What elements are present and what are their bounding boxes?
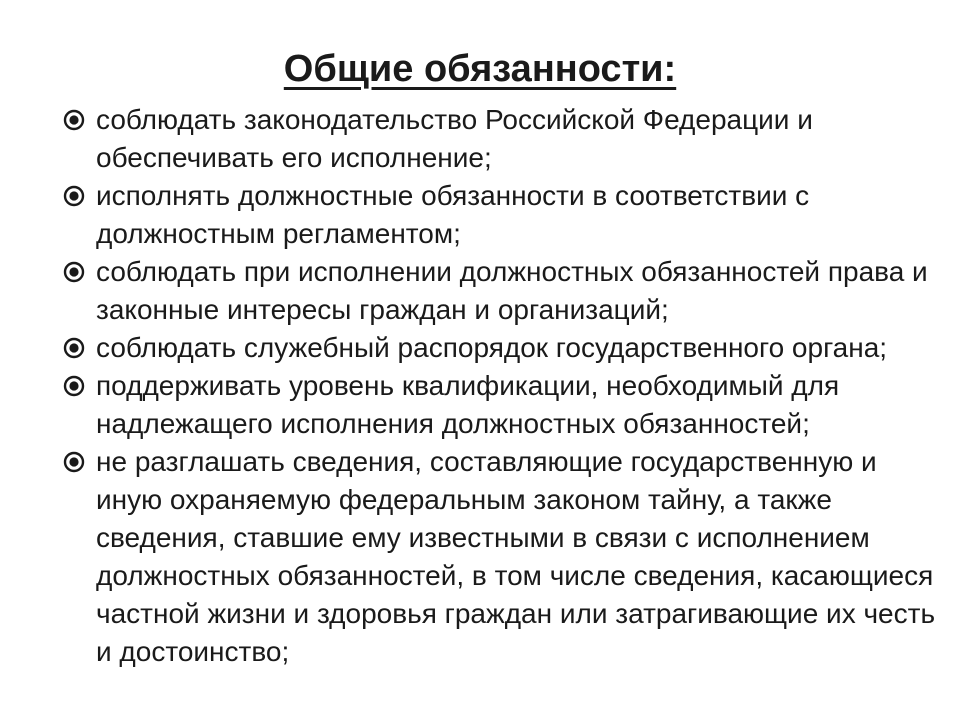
circled-dot-bullet-icon bbox=[63, 451, 85, 473]
list-item bbox=[60, 253, 940, 329]
circled-dot-bullet-icon bbox=[63, 375, 85, 397]
duties-list bbox=[60, 101, 940, 671]
slide-title bbox=[0, 40, 960, 98]
slide-title-text: Общие обязанности: bbox=[283, 48, 677, 90]
list-item bbox=[60, 177, 940, 253]
circled-dot-bullet-icon bbox=[63, 337, 85, 359]
list-item-text: поддерживать уровень квалификации, необходимый для надлежащего исполнения должностных обязанностей; bbox=[96, 370, 840, 439]
circled-dot-bullet-icon bbox=[63, 185, 85, 207]
list-item bbox=[60, 101, 940, 177]
circled-dot-bullet-icon bbox=[63, 261, 85, 283]
list-item-text: не разглашать сведения, составляющие государственную и иную охраняемую федеральным законом тайну, а также сведения, ставшие ему известными в связи с исполнением должностных обязанностей, в том числе сведения, касающиеся частной жизни и здоровья граждан или затрагивающие их честь и достоинство; bbox=[96, 446, 936, 667]
list-item-text: соблюдать при исполнении должностных обязанностей права и законные интересы граждан и организаций; bbox=[96, 256, 928, 325]
list-item bbox=[60, 443, 940, 671]
list-item bbox=[60, 329, 940, 367]
list-item-text: соблюдать служебный распорядок государственного органа; bbox=[96, 332, 888, 363]
circled-dot-bullet-icon bbox=[63, 109, 85, 131]
list-item-text: соблюдать законодательство Российской Федерации и обеспечивать его исполнение; bbox=[96, 104, 813, 173]
list-item bbox=[60, 367, 940, 443]
list-item-text: исполнять должностные обязанности в соответствии с должностным регламентом; bbox=[96, 180, 810, 249]
